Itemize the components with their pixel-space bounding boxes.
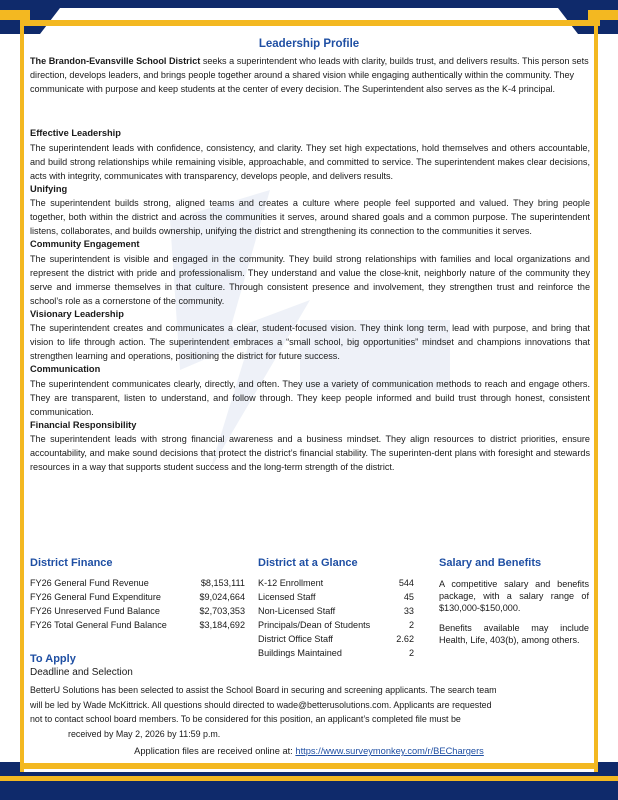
section-community-engagement (30, 238, 590, 308)
apply-paragraph (30, 683, 590, 741)
section-body: The superintendent communicates clearly, directly, and often. They use a variety of communication methods to reach and engage others. They are transparent, listen to understand, and follow through. They keep people informed and build trust through honest, consistent communication. (30, 378, 590, 417)
section-heading: Community Engagement (30, 239, 140, 249)
finance-value: $8,153,111 (200, 578, 245, 588)
intro-paragraph (30, 54, 590, 96)
section-body: The superintendent leads with confidence, consistency, and clarity. They set high expectations, hold themselves and others accountable, and build strong relationships while remaining visible, approachable, and committed to service. The superintendent makes clear decisions, acts with integrity, communicates with transparency, develops people, and delivers results. (30, 142, 590, 181)
glance-value: 544 (398, 578, 414, 588)
online-application (0, 746, 618, 756)
section-heading: Financial Responsibility (30, 419, 137, 430)
district-name: The Brandon-Evansville School District (30, 56, 201, 66)
finance-row (30, 618, 245, 633)
finance-title: District Finance (30, 557, 113, 569)
application-link[interactable]: https://www.surveymonkey.com/r/BEChargers (295, 746, 484, 756)
finance-label: FY26 General Fund Revenue (30, 578, 149, 588)
finance-label: FY26 Total General Fund Balance (30, 620, 167, 630)
finance-label: FY26 General Fund Expenditure (30, 592, 161, 602)
finance-value: $3,184,692 (199, 620, 245, 630)
glance-label: K-12 Enrollment (258, 578, 324, 588)
glance-value: 2 (408, 620, 414, 630)
glance-label: Buildings Maintained (258, 648, 342, 658)
section-effective-leadership (30, 127, 590, 183)
glance-row (258, 646, 414, 661)
glance-label: Non-Licensed Staff (258, 606, 336, 616)
glance-row (258, 604, 414, 619)
glance-row (258, 576, 414, 591)
salary-text: A competitive salary and benefits package, with a salary range of $130,000-$150,000. (439, 579, 589, 613)
glance-row (258, 632, 414, 647)
finance-row (30, 590, 245, 605)
glance-value: 2.62 (396, 634, 414, 644)
section-visionary-leadership (30, 308, 590, 364)
section-financial-responsibility (30, 419, 590, 475)
glance-row (258, 618, 414, 633)
apply-line: BetterU Solutions has been selected to assist the School Board in securing and screening applicants. The search team (30, 685, 497, 695)
section-heading: Unifying (30, 183, 68, 194)
finance-label: FY26 Unreserved Fund Balance (30, 606, 160, 616)
apply-deadline-line: received by May 2, 2026 by 11:59 p.m. (68, 728, 221, 739)
section-body: The superintendent leads with strong financial awareness and a business mindset. They align resources to district priorities, ensure accountability, and make sound decisions that protect the district’s financial stability. The superinten-dent plans with foresight and stewards resources in a way that supports student success and the long-term strength of the district. (30, 434, 590, 472)
section-body: The superintendent is visible and engaged in the community. They build strong relationships with families and local organizations and represent the district with pride and professionalism. They understand and value the close-knit, neighborly nature of the community they serve and immerse themselves in that culture. Through consistent presence and involvement, they strengthen trust and reinforce the school’s role as a cornerstone of the community. (30, 253, 590, 306)
glance-value: 45 (403, 592, 414, 602)
glance-label: Principals/Dean of Students (258, 620, 371, 630)
finance-row (30, 604, 245, 619)
apply-line: will be led by Wade McKittrick. All questions should directed to wade@betterusolutions.com. Applicants are requested (30, 699, 492, 710)
finance-row (30, 576, 245, 591)
glance-row (258, 590, 414, 605)
intro-text: seeks a superintendent who leads with clarity, builds trust, and delivers results. This person sets direction, develops leaders, and brings people together around a shared vision while engaging authentically within the community. They communicate with purpose and keep students at the center of every decision. The Superintendent also serves as the K-4 principal. (30, 56, 589, 94)
apply-line: not to contact school board members. To be considered for this position, an applicant’s completed file must be (30, 714, 461, 724)
glance-label: District Office Staff (258, 634, 333, 644)
section-heading: Visionary Leadership (30, 308, 124, 319)
glance-value: 2 (408, 648, 414, 658)
section-heading: Communication (30, 364, 101, 374)
section-body: The superintendent builds strong, aligned teams and creates a culture where people feel supported and valued. They bring people together, both within the district and across the communities it serves, around shared goals and a common purpose. The superintendent listens, collaborates, and builds ownership, unifying the district and strengthening its connection to the communities it serves. (30, 198, 590, 236)
section-communication (30, 363, 590, 419)
deadline-heading: Deadline and Selection (30, 667, 133, 678)
section-unifying (30, 183, 590, 239)
profile-sections (30, 127, 590, 474)
finance-value: $2,703,353 (199, 606, 245, 616)
finance-value: $9,024,664 (199, 592, 245, 602)
benefits-text: Benefits available may include Health, Life, 403(b), among others. (439, 623, 589, 645)
salary-title: Salary and Benefits (439, 557, 542, 569)
apply-title: To Apply (30, 653, 76, 665)
glance-value: 33 (403, 606, 414, 616)
glance-label: Licensed Staff (258, 592, 316, 602)
page-title: Leadership Profile (258, 38, 360, 50)
section-heading: Effective Leadership (30, 128, 121, 138)
glance-title: District at a Glance (258, 557, 358, 569)
online-label: Application files are received online at: (134, 746, 296, 756)
section-body: The superintendent creates and communicates a clear, student-focused vision. They think long term, lead with purpose, and bring that vision to life through action. The superintendent embraces a “small school, big opportunities” mindset and champions innovations that strengthen learning and operations, positioning the district for future success. (30, 323, 590, 361)
